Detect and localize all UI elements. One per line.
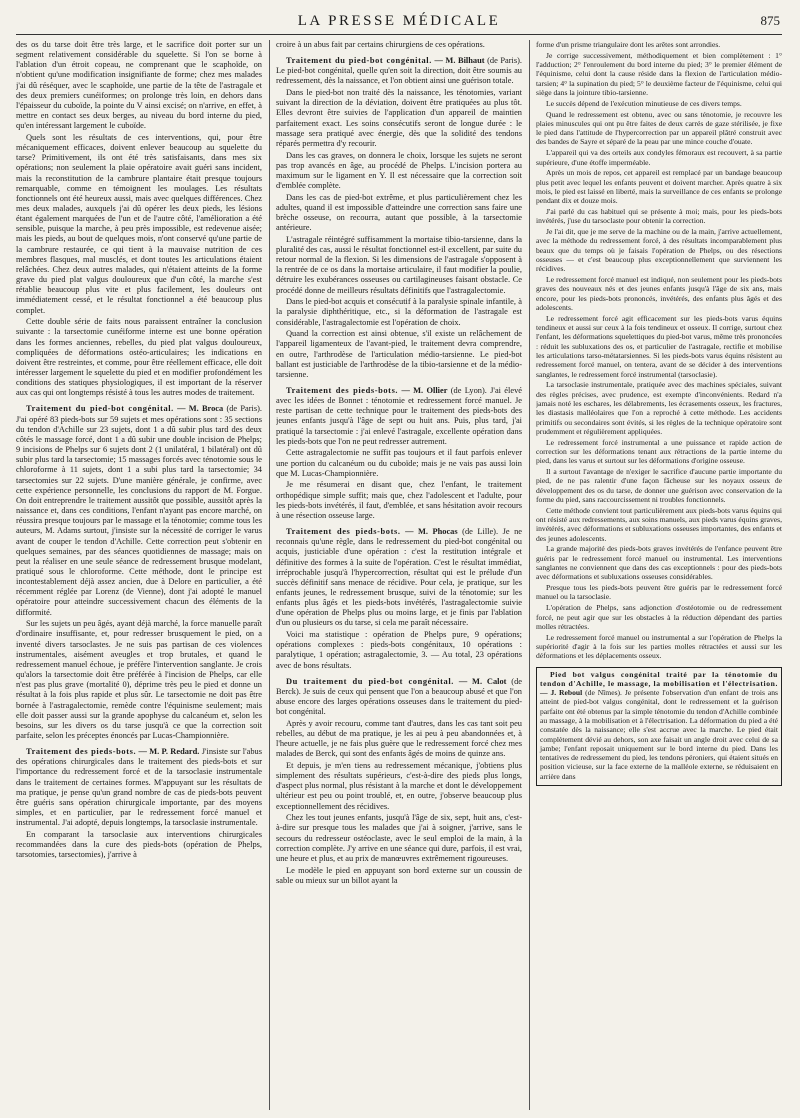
paragraph-text: Je l'ai dit, que je me serve de la machine ou de la main, j'arrive actuellement, avec la méthode du redressement forcé, à des résultats incomparablement plus beaux que du temps où je faisais l'opération de Phelps, ou des résections osseuses — et c'est beaucoup plus exceptionnellement que surviennent les récidives. bbox=[536, 227, 782, 274]
article-paragraph bbox=[536, 467, 782, 504]
article-paragraph bbox=[16, 619, 262, 741]
paragraph-text: La tarsoclasie instrumentale, pratiquée avec des machines spéciales, suivant des règles précises, avec prudence, est exempte d'inconvénients. Redard n'a jamais noté les eschares, les délabrements, les écrasements osseux, les fractures, les diastasis malléolaires que l'on a reproché à cette méthode. Les accidents primitifs ou secondaires sont évités, si les règles de la technique opératoire sont prudemment et régulièrement appliquées. bbox=[536, 380, 782, 436]
author-name: — M. Phocas bbox=[405, 527, 458, 537]
article-paragraph bbox=[536, 227, 782, 273]
section-heading: Traitement du pied-bot congénital. bbox=[26, 404, 174, 414]
paragraph-text: Chez les tout jeunes enfants, jusqu'à l'âge de six, sept, huit ans, c'est-à-dire sur presque tous les malades que j'ai à soigner, j'arrive, sans le secours du redresseur ostéoclaste, avec le seul emploi de la main, à la correction complète. J'y arrive en une séance qui dure, parfois, il est vrai, une heure et plus, et au prix de manœuvres extrêmement rigoureuses. bbox=[276, 813, 522, 863]
paragraph-text: En comparant la tarsoclasie aux interventions chirurgicales recommandées dans la cure des pieds-bots (opération de Phelps, tarsotomies, tarsectomies), j'arrive à bbox=[16, 829, 262, 860]
article-paragraph bbox=[276, 40, 522, 50]
article-paragraph-with-heading bbox=[540, 670, 778, 782]
paragraph-text: L'opération de Phelps, sans adjonction d'ostéotomie ou de redressement forcé, ne peut agir que sur les obstacles à la réduction dépendant des parties molles rétractées. bbox=[536, 603, 782, 631]
paragraph-text: L'astragale réintégré suffisamment la mortaise tibio-tarsienne, dans la pluralité des cas, aussi le résultat fonctionnel est-il excellent, par suite du retour normal de la flexion. Si les dimensions de l'astragale s'opposent à la rentrée de ce os dans la mortaise articulaire, il faut modifier la poulie, détruire les exubérances osseuses ou cartilagineuses faisant obstacle. Ce procédé donne de meilleurs résultats définitifs que l'astragalectomie. bbox=[276, 234, 522, 295]
boxed-article bbox=[536, 667, 782, 786]
column-divider bbox=[269, 40, 270, 1110]
page-header bbox=[16, 10, 782, 35]
paragraph-text: Quand la correction est ainsi obtenue, s'il existe un relâchement de l'appareil ligamenteux de l'avant-pied, le traitement devra comprendre, en outre, l'arthrodèse de l'articulation médio-tarsienne. Le pied-bot ballant est justiciable de l'arthrodèse de la tibio-tarsienne et de la médio-tarsienne. bbox=[276, 329, 522, 379]
paragraph-text: Il a surtout l'avantage de n'exiger le sacrifice d'aucune partie importante du pied, de ne pas ralentir d'une façon fâcheuse sur les noyaux osseux de développement des os du tarse, de donner une guérison avec conservation de la forme du pied, sans raccourcissement ni troubles fonctionnels. bbox=[536, 467, 782, 504]
paragraph-text: Et depuis, je m'en tiens au redressement mécanique, j'obtiens plus simplement des résultats supérieurs, c'est-à-dire des pieds plus longs, d'aspect plus normal, plus résistant à la marche et dont le développement ultérieur est peu ou point troublé, et, en outre, j'observe beaucoup plus exceptionnellement des récidives. bbox=[276, 760, 522, 811]
paragraph-text: Cette méthode convient tout particulièrement aux pieds-bots varus équins qui ont résisté aux redressements, aux soins manuels, aux pieds varus équins graves, invétérés, avec déformations et subluxations osseuses importantes, des enfants et des jeunes adolescents. bbox=[536, 505, 782, 543]
paragraph-text: des os du tarse doit être très large, et le sacrifice doit porter sur un segment relativement considérable du squelette. Si l'on se borne à l'ablation d'un étroit copeau, ne comprenant que le scaphoïde, on n'obtient qu'une modification insignifiante de forme; chez mes malades j'ai dû réséquer, avec le scaphoïde, une partie de la tête de l'astragale et des deux premiers cunéiformes; on prolonge très loin, en dehors dans l'épaisseur du cuboïde, la pointe du V ainsi excisé; on n'arrive, en effet, à mettre en contact ses deux berges, au niveau du bord interne du pied, qu'en intéressant largement le cuboïde. bbox=[16, 40, 262, 131]
section-heading: Traitement du pied-bot congénital. bbox=[286, 56, 432, 66]
article-paragraph bbox=[16, 133, 262, 316]
article-paragraph bbox=[276, 480, 522, 521]
paragraph-text: (de Paris). J'ai opéré 83 pieds-bots sur 59 sujets et mes opérations sont : 35 sections du tendon d'Achille sur 23 sujets, dont 1 a dû subir plus tard des deux côtés le massage forcé, dont 1 a dû subir une double incision de Phelps; 9 incisions de Phelps sur 6 sujets dont 2 (1 unilatéral, 1 bilatéral) ont dû subir plus tard la tarsectomie; 15 massages forcés avec ténotomie sous le chloroforme à 11 sujets, dont 1 a subi plus tard la tarsectomie; 34 tarsectomies sur 22 sujets. D'une manière générale, je confirme, avec cette expérience personnelle, les conclusions du rapport de M. Forgue. On doit entreprendre le traitement aussitôt que possible, aussitôt après la naissance et, dans ces conditions, l'enfant n'ayant pas encore marché, on réussira presque toujours par le massage et la ténotomie; comme tous les auteurs, M. Adams surtout, j'insiste sur la nécessité de corriger le varus avant de couper le tendon d'Achille. Cette correction peut s'obtenir en quelques semaines, par des séances quotidiennes de massage; mais on peut la réaliser en une seule séance de redressement brusque modelant, pratiqué sous le chloroforme. Cette méthode, dont le principe est incontestablement déjà assez ancien, due à Delore en particulier, a été récemment réglée par Lorenz (de Vienne), dont j'ai adopté le manuel opératoire pour atteindre successivement chacun des éléments de la difformité. bbox=[16, 404, 262, 617]
paragraph-text: J'ai parlé du cas habituel qui se présente à moi; mais, pour les pieds-bots invétérés, j'use du tarsoclaste pour obtenir la correction. bbox=[536, 207, 782, 226]
paragraph-text: (de Lille). Je ne reconnais qu'une règle, dans le redressement du pied-bot congénital ou acquis, justiciable d'une opération : c'est la restitution intégrale et définitive des formes à la suite de l'opération. C'est le résultat immédiat, irréprochable jusqu'à l'hypercorrection, résultat qui est le prélude d'un succès définitif sans menace de récidive. Pour cela, je pratique, sur les enfants jeunes, le redressement brusque, suivi de la ténotomie; sur les enfants plus âgés et les pieds-bots invétérés, l'astragalectomie suivie d'une opération de Phelps plus ou moins large, et je finis par l'ablation d'un ou plusieurs os du tarse, si cela me paraît nécessaire. bbox=[276, 527, 522, 628]
article-paragraph bbox=[536, 207, 782, 226]
article-paragraph bbox=[16, 317, 262, 398]
author-name: — M. Broca bbox=[177, 404, 224, 414]
article-paragraph-with-heading bbox=[16, 747, 262, 828]
article-paragraph bbox=[276, 329, 522, 380]
article-paragraph bbox=[536, 544, 782, 581]
article-paragraph bbox=[536, 168, 782, 205]
author-name: — J. Reboul bbox=[540, 688, 583, 698]
paragraph-text: Le redressement forcé instrumental a une puissance et rapide action de correction sur les déformations tenant aux rétractions de la partie interne du pied, dans les varus et surtout sur les déformations d'origine osseuse. bbox=[536, 437, 782, 466]
article-paragraph bbox=[536, 438, 782, 466]
paragraph-text: Dans le pied-bot non traité dès la naissance, les ténotomies, variant suivant la direction de la déviation, doivent être pratiquées au plus tôt. Elles devront être suivies de l'application d'un appareil de maintien parfaitement exact. Les soins consécutifs seront de longue durée : le massage sera pratiqué avec énergie, dès que la solidité des tendons réparés permettra d'y recourir. bbox=[276, 88, 522, 148]
article-paragraph bbox=[536, 603, 782, 631]
article-paragraph bbox=[536, 275, 782, 312]
paragraph-text: Cette double série de faits nous paraissent entraîner la conclusion suivante : la tarsectomie cunéiforme interne est une bonne opération dans les formes anciennes, rebelles, du pied plat valgus douloureux, compliquées de déformations ostéo-articulaires; les indications en doivent être restreintes, et comme, pour être réellement efficace, elle doit intéresser largement le squelette du pied et en modifier profondément les conditions des statiques physiologiques, il est important de la réserver aux cas qui ont longtemps résisté à tous les autres modes de traitement. bbox=[16, 317, 262, 398]
author-name: — M. Calot bbox=[458, 676, 507, 686]
column-middle bbox=[276, 40, 522, 1110]
article-paragraph bbox=[276, 866, 522, 886]
article-paragraph bbox=[536, 110, 782, 147]
article-paragraph bbox=[536, 506, 782, 543]
article-paragraph-with-heading bbox=[16, 404, 262, 617]
article-paragraph bbox=[536, 314, 782, 379]
article-paragraph bbox=[276, 761, 522, 812]
article-paragraph bbox=[536, 583, 782, 602]
paragraph-text: Dans les cas de pied-bot extrême, et plus particulièrement chez les adultes, quand il est impossible d'atteindre une correction sans faire une brèche osseuse, on recourra, autant que possible, à la tarsectomie antérieure. bbox=[276, 192, 522, 233]
article-paragraph bbox=[276, 235, 522, 296]
article-paragraph bbox=[276, 448, 522, 478]
article-paragraph bbox=[276, 151, 522, 192]
paragraph-text: Le redressement forcé manuel ou instrumental a sur l'opération de Phelps la supériorité d'agir à la fois sur les parties molles rétractées et aussi sur les déformations et les déplacements osseux. bbox=[536, 632, 782, 661]
paragraph-text: Dans le pied-bot acquis et consécutif à la paralysie spinale infantile, à la paralysie diphthéritique, etc., si la déformation de l'astragale est considérable, l'astragalectomie est l'opération de choix. bbox=[276, 297, 522, 327]
article-paragraph bbox=[276, 630, 522, 671]
paragraph-text: Le modèle le pied en appuyant son bord externe sur un coussin de sable ou mieux sur un billot ayant la bbox=[276, 865, 522, 885]
article-paragraph bbox=[276, 88, 522, 149]
paragraph-text: Quand le redressement est obtenu, avec ou sans ténotomie, je recouvre les plaies minuscules qui ont pu être faites de deux carrés de gaze stérilisée, je fixe le pied dans l'attitude de l'hypercorrection par un appareil plâtré construit avec des bandes de Sayre et séparé de la peau par une mince couche d'ouate. bbox=[536, 109, 782, 147]
article-paragraph bbox=[276, 297, 522, 327]
journal-title: LA PRESSE MÉDICALE bbox=[297, 13, 501, 29]
paragraph-text: (de Lyon). J'ai élevé avec les idées de Bonnet : ténotomie et redressement forcé manuel. Je reste partisan de cette technique pour le traitement des pieds-bots des jeunes enfants jusqu'à l'âge de sept ou huit ans. Puis, plus tard, j'ai pratiqué la tarsectomie : j'ai enlevé l'astragale, excellente opération dans les pieds-bots que l'on ne peut redresser autrement. bbox=[276, 386, 522, 446]
column-left bbox=[16, 40, 262, 1110]
article-columns bbox=[16, 40, 782, 1110]
article-paragraph bbox=[276, 813, 522, 864]
section-heading: Pied bot valgus congénital traité par la ténotomie du tendon d'Achille, le massage, la mobilisation et l'électrisation. bbox=[540, 669, 778, 688]
article-paragraph bbox=[276, 719, 522, 760]
paragraph-text: La grande majorité des pieds-bots graves invétérés de l'enfance peuvent être guéris par le redressement forcé manuel ou instrumental. Les interventions sanglantes ne conviennent que dans des cas exceptionnels : pour des pieds-bots avec déformations et subluxations osseuses considérables. bbox=[536, 544, 782, 582]
article-paragraph bbox=[16, 830, 262, 860]
column-right bbox=[536, 40, 782, 1110]
article-paragraph bbox=[536, 633, 782, 661]
page-number: 875 bbox=[760, 13, 780, 28]
paragraph-text: Presque tous les pieds-bots peuvent être guéris par le redressement forcé manuel ou la tarsoclasie. bbox=[536, 583, 782, 602]
paragraph-text: Cette astragalectomie ne suffit pas toujours et il faut parfois enlever une portion du calcanéum ou du cuboïde; mais je ne vais pas aussi loin que M. Lucas-Championnière. bbox=[276, 448, 522, 478]
section-heading: Du traitement du pied-bot congénital. bbox=[286, 676, 454, 686]
article-paragraph bbox=[536, 99, 782, 108]
article-paragraph bbox=[16, 40, 262, 131]
paragraph-text: Le succès dépend de l'exécution minutieuse de ces divers temps. bbox=[546, 98, 742, 108]
author-name: — M. P. Redard. bbox=[138, 747, 200, 757]
author-name: — M. Ollier bbox=[401, 386, 448, 395]
paragraph-text: Après un mois de repos, cet appareil est remplacé par un bandage beaucoup plus petit avec lequel les enfants peuvent et doivent marcher. Après quatre à six mois, le pied est laissé en liberté, mais la surveillance de ces enfants se prolonge pendant dix et douze mois. bbox=[536, 168, 782, 206]
paragraph-text: (de Nîmes). Je présente l'observation d'un enfant de trois ans atteint de pied-bot valgus congénital, dont le redressement et la guérison parfaite ont été obtenus par la simple ténotomie du tendon d'Achille combinée au massage, à la mobilisation et à l'électrisation. La déformation du pied a été constatée dès la naissance; elle s'est accrue avec la marche. Le pied était complètement dévié au dehors, son axe faisait un angle droit avec celui de sa jambe; l'enfant reposait uniquement sur le bord interne du pied. Dans les tentatives de redressement du pied, les tendons péroniers, qui étaient situés en position vicieuse, sur la face externe de la malléole externe, se réduisaient en arrière dans bbox=[540, 688, 778, 781]
article-paragraph bbox=[536, 40, 782, 49]
section-heading: Traitement des pieds-bots. bbox=[286, 527, 401, 537]
paragraph-text: J'insiste sur l'abus des opérations chirurgicales dans le traitement des pieds-bots et sur l'importance du redressement forcé et de la tarsoclasie instrumentale dans le traitement de certaines formes. M'appuyant sur les résultats de ma pratique, je pense qu'un grand nombre de cas de pieds-bots peuvent être guéris sans opération chirurgicale importante, par des moyens simples, et en particulier, par le redressement forcé manuel et instrumental. J'ai adopté, depuis longtemps, la tarsoclasie instrumentale. bbox=[16, 747, 262, 828]
paragraph-text: (de Paris). Le pied-bot congénital, quelle qu'en soit la direction, doit être soumis au redressement, dès la naissance, et l'on obtient ainsi une guérison totale. bbox=[276, 56, 522, 86]
paragraph-text: Quels sont les résultats de ces interventions, qui, pour être mécaniquement efficaces, doivent enlever beaucoup au squelette du tarse? Primitivement, ils ont été très satisfaisants, dans mes six opérations; non seulement la plaie opératoire avait guéri sans incident, mais la reconstitution de la cambrure plantaire était presque toujours remarquable, comme en témoignent les moulages. Les résultats fonctionnels ont été heureux aussi, mais avec quelques différences. Chez mes deux malades, auxquels j'ai dû opérer les deux pieds, les lésions étant également marquées de l'un et de l'autre côté, l'amélioration a été sensible, puisque la marche, à peu près impossible, est redevenue aisée; mais les pieds, au bout de quelques mois, n'ont conservé qu'une partie de la cambrure restaurée, ce qui tient à la mauvaise nutrition de ces membres flasques, mal musclés, et dont toutes les articulations étaient relâchées. Chez deux autres malades, qui n'étaient atteints de la forme grave du pied plat valgus douloureux que d'un côté, la marche s'est rétablie beaucoup plus vite et plus facilement, les douleurs ont immédiatement cessé, et le résultat fonctionnel a été beaucoup plus complet. bbox=[16, 132, 262, 315]
paragraph-text: Le redressement forcé agit efficacement sur les pieds-bots varus équins tendineux et aussi sur ceux à la fois tendineux et osseux. Il corrige, surtout chez l'enfant, les déformations squelettiques du pied-bot varus, même très prononcées : réduit les subluxations des os, et particulier de l'astragale, rectifie et mobilise les articulations tarso-métatarsiennes. Si les pieds-bots varus équins résistent au redressement forcé manuel, on tentera, avant de se décider à des interventions sanglantes, le redressement forcé instrumental (tarsoclasie). bbox=[536, 313, 782, 379]
article-paragraph-with-heading bbox=[276, 527, 522, 629]
paragraph-text: forme d'un prisme triangulaire dont les arêtes sont arrondies. bbox=[536, 40, 721, 49]
paragraph-text: Après y avoir recouru, comme tant d'autres, dans les cas tant soit peu rebelles, au début de ma pratique, je les ai peu à peu abandonnées et, à l'heure actuelle, je ne fais plus guère que le redressement forcé chez mes malades de Berck, qui sont des enfants âgés de moins de quinze ans. bbox=[276, 718, 522, 759]
paragraph-text: Dans les cas graves, on donnera le choix, lorsque les sujets ne seront pas trop avancés en âge, au procédé de Phelps. L'incision portera au maximum sur le ligament en Y. Il est nécessaire que la correction soit d'emblée complète. bbox=[276, 150, 522, 191]
article-paragraph bbox=[536, 51, 782, 97]
article-paragraph-with-heading bbox=[276, 56, 522, 86]
paragraph-text: L'appareil qui va des orteils aux condyles fémoraux est recouvert, à sa partie supérieure, d'une étoffe imperméable. bbox=[536, 148, 782, 167]
section-heading: Traitement des pieds-bots. bbox=[286, 386, 399, 395]
section-heading: Traitement des pieds-bots. bbox=[26, 747, 137, 757]
article-paragraph bbox=[536, 380, 782, 436]
article-paragraph bbox=[276, 193, 522, 234]
article-paragraph-with-heading bbox=[276, 677, 522, 718]
paragraph-text: Sur les sujets un peu âgés, ayant déjà marché, la force manuelle paraît d'ordinaire insuffisante, et, pour redresser brusquement le pied, on a inventé divers tarsoclastes. Je ne suis pas partisan de ces violences instrumentales, aisément aveugles et trop brutales, et quand le redressement manuel échoue, je préfère l'intervention sanglante. Je crois qu'alors la tarsectomie doit être préférée à l'incision de Phelps, car elle n'est pas plus grave (mortalité 0), déprime très peu le pied et donne un résultat à la fois plus rapide et plus sûr. Le tarsectomie ne doit pas être bornée à l'astragalectomie, remède contre l'équinisme seulement; mais elle doit passer aussi sur la grande apophyse du calcanéum et, selon les besoins, sur les divers os du tarse jusqu'à ce que la correction soit parfaite, selon les préceptes énoncés par Lucas-Championnière. bbox=[16, 619, 262, 740]
author-name: — M. Bilhaut bbox=[434, 56, 485, 66]
paragraph-text: Je me résumerai en disant que, chez l'enfant, le traitement orthopédique simple suffit; mais que, chez l'adolescent et l'adulte, pour les pieds-bots invétérés, il faut, d'emblée, et sans hésitation avoir recours à une résection osseuse large. bbox=[276, 480, 522, 520]
article-paragraph-with-heading bbox=[276, 386, 522, 447]
paragraph-text: Voici ma statistique : opération de Phelps pure, 9 opérations; opérations complexes : pieds-bots congénitaux, 10 opérations : paralytique, 1 opération; astragalectomie, 3. — Au total, 23 opérations avec de bons résultats. bbox=[276, 630, 522, 670]
paragraph-text: (de Berck). Je suis de ceux qui pensent que l'on a beaucoup abusé et que l'on abuse encore des larges opérations osseuses dans le traitement du pied-bot congénital. bbox=[276, 676, 522, 717]
paragraph-text: croire à un abus fait par certains chirurgiens de ces opérations. bbox=[276, 40, 485, 49]
article-paragraph bbox=[536, 148, 782, 167]
column-divider bbox=[529, 40, 530, 1110]
journal-page bbox=[16, 10, 782, 1110]
paragraph-text: Le redressement forcé manuel est indiqué, non seulement pour les pieds-bots graves des nouveaux nés et des jeunes enfants jusqu'à l'âge de six ans, mais encore, pour les pieds-bots prononcés, invétérés, des enfants plus âgés et des adolescents. bbox=[536, 275, 782, 313]
paragraph-text: Je corrige successivement, méthodiquement et bien complètement : 1° l'adduction; 2° l'enroulement du bord interne du pied; 3° le premier élément de l'équinisme, celui dont la cause réside dans la flexion de l'articulation médio-tarsien; 4° la supination du pied; 5° le deuxième facteur de l'équinisme, celui qui siège dans la jointure tibio-tarsienne. bbox=[536, 50, 782, 97]
